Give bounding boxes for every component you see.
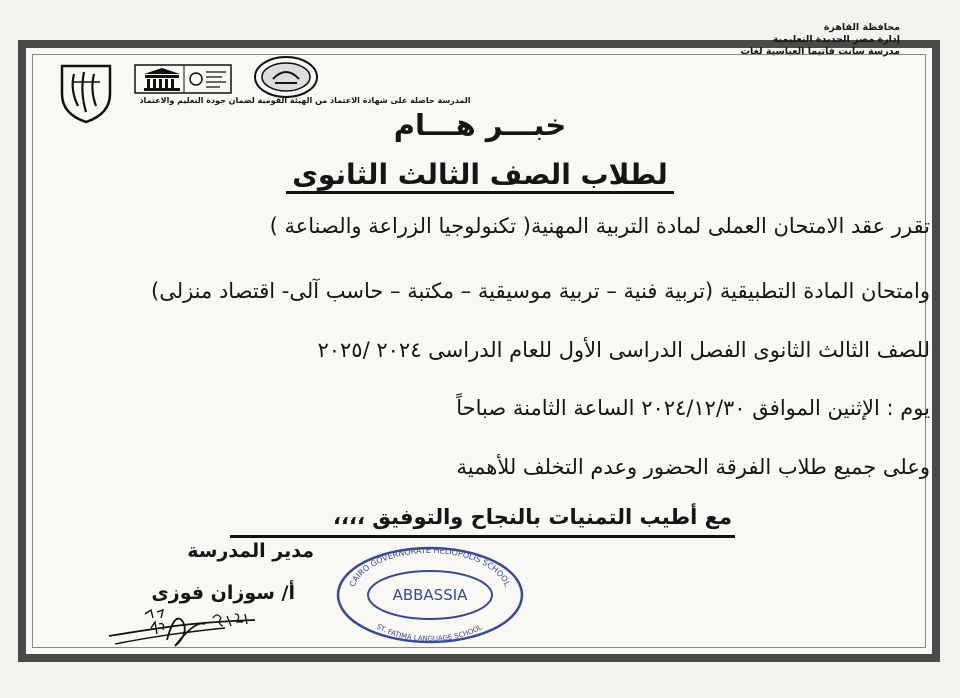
body-line-4: يوم : الإثنين الموافق ٢٠٢٤/١٢/٣٠ الساعة الثامنة صباحاً [456, 396, 930, 420]
header-right [740, 22, 900, 58]
page-subtitle [0, 158, 960, 191]
body-line-5: وعلى جميع طلاب الفرقة الحضور وعدم التخلف للأهمية [456, 455, 930, 479]
subtitle-text: لطلاب الصف الثالث الثانوى [286, 158, 673, 194]
stamp-ring-bottom-text: ST. FATIMA LANGUAGE SCHOOL [375, 622, 484, 644]
svg-text:CAIRO GOVERNORATE HELIOPOLIS S [348, 546, 513, 588]
stamp-ring-top-text: CAIRO GOVERNORATE HELIOPOLIS SCHOOL [347, 545, 513, 589]
accreditation-text: المدرسة حاصلة على شهادة الاعتماد من الهيئة القومية لضمان جودة التعليم والاعتماد [139, 96, 471, 105]
school-name-label: مدرسة سانت فاتيما العباسية لغات [740, 46, 900, 57]
closing-underline [230, 535, 735, 538]
unesco-logo-icon [134, 64, 232, 94]
stamp-center-text: ABBASSIA [392, 586, 468, 604]
school-stamp-icon [335, 545, 525, 645]
director-title: مدير المدرسة [187, 540, 314, 562]
handwritten-signature-icon [105, 600, 265, 652]
body-line-3: للصف الثالث الثانوى الفصل الدراسى الأول للعام الدراسى ٢٠٢٤ /٢٠٢٥ [317, 338, 930, 362]
directorate-label: إدارة مصر الجديدة التعليمية [772, 34, 900, 45]
body-line-1: تقرر عقد الامتحان العملى لمادة التربية المهنية( تكنولوجيا الزراعة والصناعة ) [269, 214, 930, 238]
accreditation-seal-icon [253, 55, 319, 99]
body-line-2: وامتحان المادة التطبيقية (تربية فنية – تربية موسيقية – مكتبة – حاسب آلى- اقتصاد منزلى) [151, 279, 930, 303]
svg-text:ST. FATIMA LANGUAGE SCHOOL [375, 623, 483, 643]
page-title: خبـــر هـــام [393, 108, 567, 142]
closing-wishes: مع أطيب التمنيات بالنجاح والتوفيق ،،،، [333, 505, 732, 529]
director-name: أ/ سوزان فوزى [151, 582, 295, 604]
governorate-label: محافظة القاهرة [823, 22, 900, 33]
